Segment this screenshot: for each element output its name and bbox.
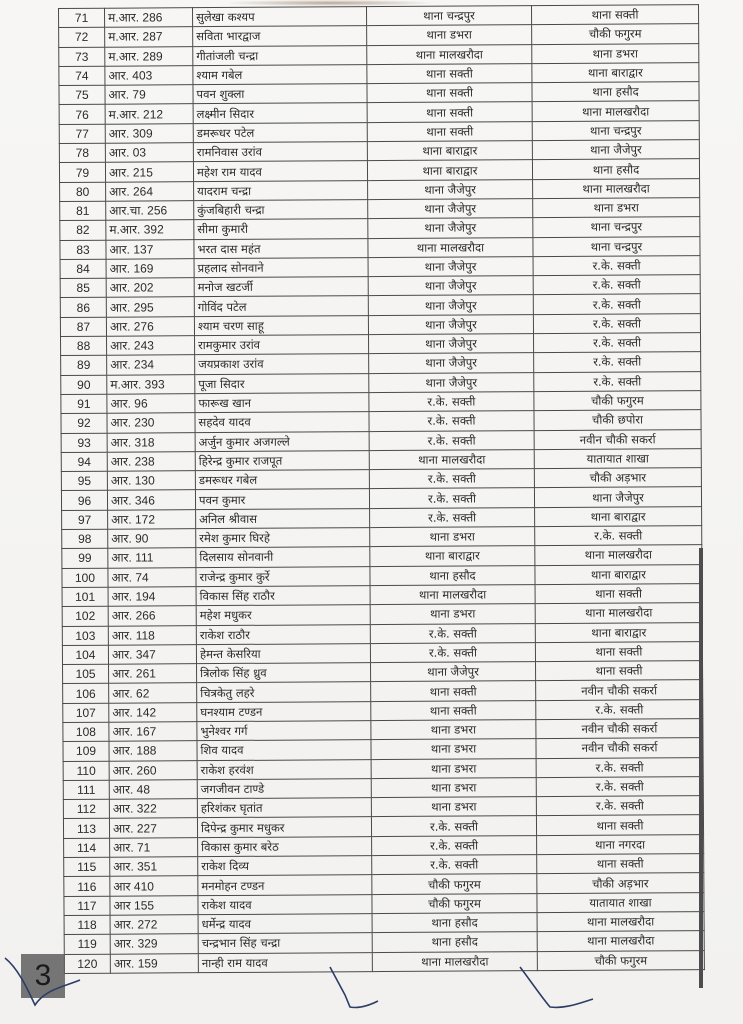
- serial-number-cell: 94: [61, 452, 107, 472]
- to-station-cell: चौकी फगुरम: [532, 24, 699, 44]
- rank-number-cell: आर 410: [110, 876, 198, 896]
- from-station-cell: चौकी फगुरम: [372, 893, 537, 913]
- from-station-cell: र.के. सक्ती: [371, 816, 536, 836]
- to-station-cell: थाना चन्द्रपुर: [533, 217, 700, 237]
- name-cell: दिलसाय सोनवानी: [196, 547, 370, 567]
- name-cell: यादराम चन्द्रा: [194, 180, 368, 200]
- serial-number-cell: 112: [63, 799, 109, 819]
- serial-number-cell: 105: [63, 664, 109, 684]
- name-cell: महेश राम यादव: [193, 161, 367, 181]
- to-station-cell: नवीन चौकी सकर्रा: [534, 429, 701, 449]
- name-cell: राकेश यादव: [198, 894, 372, 914]
- rank-number-cell: आर. 172: [108, 509, 196, 529]
- from-station-cell: थाना सक्ती: [367, 121, 532, 141]
- serial-number-cell: 75: [59, 85, 105, 105]
- serial-number-cell: 92: [61, 413, 107, 433]
- from-station-cell: थाना सक्ती: [371, 700, 536, 720]
- name-cell: त्रिलोक सिंह ध्रुव: [197, 663, 371, 683]
- rank-number-cell: आर. 71: [110, 837, 198, 857]
- to-station-cell: यातायात शाखा: [537, 892, 704, 912]
- name-cell: गोविंद पटेल: [194, 296, 368, 316]
- to-station-cell: र.के. सक्ती: [536, 796, 703, 816]
- serial-number-cell: 97: [62, 510, 108, 530]
- rank-number-cell: आर. 309: [105, 123, 193, 143]
- serial-number-cell: 118: [64, 915, 110, 935]
- serial-number-cell: 117: [64, 896, 110, 916]
- name-cell: जगजीवन टाण्डे: [197, 778, 371, 798]
- serial-number-cell: 100: [62, 568, 108, 588]
- table-body: [59, 5, 705, 974]
- name-cell: मनोज खटर्जी: [194, 277, 368, 297]
- from-station-cell: र.के. सक्ती: [372, 855, 537, 875]
- rank-number-cell: आर. 276: [106, 316, 194, 336]
- from-station-cell: थाना सक्ती: [367, 102, 532, 122]
- serial-number-cell: 89: [61, 356, 107, 376]
- serial-number-cell: 96: [61, 491, 107, 511]
- name-cell: सुलेखा कश्यप: [193, 7, 367, 27]
- from-station-cell: थाना डभरा: [371, 720, 536, 740]
- page-edge-bar: [699, 548, 703, 988]
- rank-number-cell: आर. 234: [107, 355, 195, 375]
- name-cell: सविता भारद्वाज: [193, 26, 367, 46]
- name-cell: भरत दास महंत: [194, 238, 368, 258]
- rank-number-cell: आर. 202: [106, 278, 194, 298]
- to-station-cell: र.के. सक्ती: [534, 352, 701, 372]
- serial-number-cell: 79: [59, 163, 105, 183]
- serial-number-cell: 78: [59, 143, 105, 163]
- rank-number-cell: आर. 227: [109, 818, 197, 838]
- from-station-cell: थाना डभरा: [370, 604, 535, 624]
- name-cell: पवन कुमार: [195, 489, 369, 509]
- serial-number-cell: 80: [60, 182, 106, 202]
- serial-number-cell: 87: [60, 317, 106, 337]
- to-station-cell: र.के. सक्ती: [533, 255, 700, 275]
- name-cell: फारूख खान: [195, 393, 369, 413]
- rank-number-cell: आर. 322: [109, 799, 197, 819]
- serial-number-cell: 76: [59, 105, 105, 125]
- to-station-cell: थाना हसौद: [532, 159, 699, 179]
- from-station-cell: थाना डभरा: [367, 25, 532, 45]
- from-station-cell: थाना जैजेपुर: [368, 218, 533, 238]
- rank-number-cell: आर. 264: [106, 181, 194, 201]
- to-station-cell: र.के. सक्ती: [533, 333, 700, 353]
- table-row: [64, 950, 704, 973]
- rank-number-cell: आर. 159: [110, 953, 198, 973]
- from-station-cell: थाना हसौद: [372, 932, 537, 952]
- name-cell: राजेन्द्र कुमार कुर्रे: [196, 566, 370, 586]
- rank-number-cell: आर. 346: [107, 490, 195, 510]
- to-station-cell: चौकी अड़भार: [534, 468, 701, 488]
- serial-number-cell: 110: [63, 761, 109, 781]
- from-station-cell: थाना मालखरौदा: [372, 951, 537, 971]
- serial-number-cell: 111: [63, 780, 109, 800]
- serial-number-cell: 84: [60, 259, 106, 279]
- serial-number-cell: 113: [63, 819, 109, 839]
- to-station-cell: थाना मालखरौदा: [535, 545, 702, 565]
- to-station-cell: र.के. सक्ती: [535, 526, 702, 546]
- serial-number-cell: 88: [61, 336, 107, 356]
- to-station-cell: थाना सक्ती: [535, 583, 702, 603]
- from-station-cell: थाना डभरा: [371, 777, 536, 797]
- name-cell: लक्ष्मीन सिदार: [193, 103, 367, 123]
- name-cell: चित्रकेतु लहरे: [197, 682, 371, 702]
- to-station-cell: र.के. सक्ती: [534, 371, 701, 391]
- from-station-cell: र.के. सक्ती: [370, 642, 535, 662]
- name-cell: डमरूधर पटेल: [193, 122, 367, 142]
- rank-number-cell: म.आर. 212: [105, 104, 193, 124]
- name-cell: हेमन्त केसरिया: [196, 643, 370, 663]
- rank-number-cell: आर. 03: [105, 143, 193, 163]
- rank-number-cell: आर. 318: [107, 432, 195, 452]
- serial-number-cell: 85: [60, 278, 106, 298]
- name-cell: विकास सिंह राठौर: [196, 586, 370, 606]
- serial-number-cell: 106: [63, 684, 109, 704]
- to-station-cell: थाना सक्ती: [535, 641, 702, 661]
- serial-number-cell: 119: [64, 934, 110, 954]
- serial-number-cell: 101: [62, 587, 108, 607]
- rank-number-cell: आर. 167: [109, 722, 197, 742]
- to-station-cell: थाना चन्द्रपुर: [532, 120, 699, 140]
- to-station-cell: थाना डभरा: [532, 43, 699, 63]
- serial-number-cell: 108: [63, 722, 109, 742]
- rank-number-cell: आर. 272: [110, 915, 198, 935]
- signature-mark-right: [515, 965, 595, 1015]
- serial-number-cell: 115: [64, 857, 110, 877]
- page-number-badge: [21, 954, 65, 998]
- name-cell: गीतांजली चन्द्रा: [193, 45, 367, 65]
- from-station-cell: थाना जैजेपुर: [368, 256, 533, 276]
- rank-number-cell: आर. 96: [107, 394, 195, 414]
- from-station-cell: थाना बाराद्वार: [367, 160, 532, 180]
- rank-number-cell: आर. 329: [110, 934, 198, 954]
- name-cell: भुनेश्वर गर्ग: [197, 721, 371, 741]
- to-station-cell: थाना मालखरौदा: [533, 178, 700, 198]
- transfer-list-table: [58, 4, 705, 974]
- name-cell: राकेश राठौर: [196, 624, 370, 644]
- serial-number-cell: 104: [62, 645, 108, 665]
- rank-number-cell: म.आर. 289: [105, 46, 193, 66]
- name-cell: प्रहलाद सोनवाने: [194, 257, 368, 277]
- name-cell: अनिल श्रीवास: [196, 508, 370, 528]
- name-cell: अर्जुन कुमार अजगल्ले: [195, 431, 369, 451]
- transfer-list-table-wrapper: [58, 4, 704, 974]
- name-cell: शिव यादव: [197, 740, 371, 760]
- from-station-cell: थाना जैजेपुर: [369, 334, 534, 354]
- from-station-cell: र.के. सक्ती: [369, 392, 534, 412]
- from-station-cell: र.के. सक्ती: [372, 835, 537, 855]
- rank-number-cell: आर. 169: [106, 259, 194, 279]
- rank-number-cell: आर. 243: [107, 336, 195, 356]
- serial-number-cell: 73: [59, 47, 105, 67]
- name-cell: पवन शुक्ला: [193, 84, 367, 104]
- from-station-cell: थाना बाराद्वार: [367, 141, 532, 161]
- to-station-cell: नवीन चौकी सकर्रा: [536, 719, 703, 739]
- name-cell: डमरूधर गबेल: [195, 470, 369, 490]
- from-station-cell: र.के. सक्ती: [369, 411, 534, 431]
- from-station-cell: थाना सक्ती: [367, 83, 532, 103]
- from-station-cell: थाना जैजेपुर: [368, 179, 533, 199]
- rank-number-cell: आर. 230: [107, 413, 195, 433]
- to-station-cell: र.के. सक्ती: [536, 776, 703, 796]
- rank-number-cell: आर 155: [110, 895, 198, 915]
- serial-number-cell: 107: [63, 703, 109, 723]
- from-station-cell: थाना मालखरौदा: [370, 585, 535, 605]
- from-station-cell: थाना हसौद: [372, 913, 537, 933]
- serial-number-cell: 99: [62, 549, 108, 569]
- from-station-cell: थाना मालखरौदा: [367, 44, 532, 64]
- to-station-cell: थाना सक्ती: [537, 854, 704, 874]
- rank-number-cell: आर. 194: [108, 587, 196, 607]
- to-station-cell: थाना मालखरौदा: [532, 101, 699, 121]
- serial-number-cell: 120: [64, 954, 110, 974]
- rank-number-cell: म.आर. 393: [107, 374, 195, 394]
- rank-number-cell: आर. 79: [105, 85, 193, 105]
- rank-number-cell: आर. 215: [105, 162, 193, 182]
- to-station-cell: नवीन चौकी सकर्रा: [536, 738, 703, 758]
- rank-number-cell: आर. 238: [107, 451, 195, 471]
- name-cell: विकास कुमार बरेठ: [198, 836, 372, 856]
- rank-number-cell: आर. 260: [109, 760, 197, 780]
- from-station-cell: थाना मालखरौदा: [368, 237, 533, 257]
- from-station-cell: र.के. सक्ती: [370, 507, 535, 527]
- to-station-cell: थाना मालखरौदा: [535, 603, 702, 623]
- from-station-cell: थाना डभरा: [371, 739, 536, 759]
- signature-mark-middle: [320, 965, 380, 1015]
- to-station-cell: चौकी फगुरम: [537, 950, 704, 970]
- name-cell: धर्मेन्द्र यादव: [198, 914, 372, 934]
- serial-number-cell: 95: [61, 471, 107, 491]
- to-station-cell: चौकी अड़भार: [537, 873, 704, 893]
- to-station-cell: थाना जैजेपुर: [534, 487, 701, 507]
- to-station-cell: नवीन चौकी सकर्रा: [536, 680, 703, 700]
- to-station-cell: थाना बाराद्वार: [535, 622, 702, 642]
- name-cell: सहदेव यादव: [195, 412, 369, 432]
- to-station-cell: र.के. सक्ती: [533, 313, 700, 333]
- to-station-cell: थाना सक्ती: [531, 5, 698, 25]
- rank-number-cell: आर. 48: [109, 780, 197, 800]
- from-station-cell: थाना डभरा: [371, 758, 536, 778]
- to-station-cell: थाना नगरदा: [537, 834, 704, 854]
- rank-number-cell: आर. 295: [106, 297, 194, 317]
- to-station-cell: थाना बाराद्वार: [535, 506, 702, 526]
- name-cell: रमेश कुमार घिरहे: [196, 528, 370, 548]
- name-cell: हरिशंकर घृतांत: [197, 798, 371, 818]
- to-station-cell: चौकी छपोरा: [534, 410, 701, 430]
- from-station-cell: र.के. सक्ती: [369, 430, 534, 450]
- rank-number-cell: म.आर. 392: [106, 220, 194, 240]
- rank-number-cell: आर. 351: [110, 857, 198, 877]
- name-cell: सीमा कुमारी: [194, 219, 368, 239]
- from-station-cell: थाना जैजेपुर: [368, 295, 533, 315]
- rank-number-cell: आर. 137: [106, 239, 194, 259]
- name-cell: राकेश दिव्य: [198, 856, 372, 876]
- from-station-cell: थाना चन्द्रपुर: [366, 6, 531, 26]
- serial-number-cell: 77: [59, 124, 105, 144]
- to-station-cell: थाना डभरा: [533, 198, 700, 218]
- serial-number-cell: 93: [61, 433, 107, 453]
- from-station-cell: थाना जैजेपुर: [368, 314, 533, 334]
- name-cell: श्याम गबेल: [193, 65, 367, 85]
- from-station-cell: थाना जैजेपुर: [369, 353, 534, 373]
- rank-number-cell: आर. 188: [109, 741, 197, 761]
- serial-number-cell: 71: [59, 8, 105, 28]
- name-cell: दिपेन्द्र कुमार मधुकर: [197, 817, 371, 837]
- rank-number-cell: आर.चा. 256: [106, 201, 194, 221]
- from-station-cell: थाना मालखरौदा: [369, 449, 534, 469]
- to-station-cell: र.के. सक्ती: [533, 275, 700, 295]
- name-cell: नान्ही राम यादव: [198, 952, 372, 972]
- rank-number-cell: आर. 403: [105, 66, 193, 86]
- to-station-cell: थाना सक्ती: [536, 661, 703, 681]
- to-station-cell: थाना जैजेपुर: [532, 140, 699, 160]
- serial-number-cell: 102: [62, 606, 108, 626]
- page-number: 3: [34, 959, 52, 992]
- rank-number-cell: म.आर. 286: [105, 8, 193, 28]
- serial-number-cell: 81: [60, 201, 106, 221]
- rank-number-cell: आर. 90: [108, 529, 196, 549]
- from-station-cell: थाना हसौद: [370, 565, 535, 585]
- name-cell: श्याम चरण साहू: [194, 315, 368, 335]
- name-cell: महेश मधुकर: [196, 605, 370, 625]
- serial-number-cell: 82: [60, 220, 106, 240]
- to-station-cell: थाना बाराद्वार: [532, 62, 699, 82]
- from-station-cell: थाना सक्ती: [367, 63, 532, 83]
- rank-number-cell: आर. 347: [108, 644, 196, 664]
- from-station-cell: थाना बाराद्वार: [370, 546, 535, 566]
- to-station-cell: यातायात शाखा: [534, 448, 701, 468]
- from-station-cell: थाना डभरा: [370, 527, 535, 547]
- rank-number-cell: आर. 130: [107, 471, 195, 491]
- rank-number-cell: आर. 118: [108, 625, 196, 645]
- to-station-cell: थाना मालखरौदा: [537, 912, 704, 932]
- rank-number-cell: आर. 261: [109, 664, 197, 684]
- rank-number-cell: आर. 142: [109, 702, 197, 722]
- from-station-cell: र.के. सक्ती: [370, 623, 535, 643]
- to-station-cell: थाना चन्द्रपुर: [533, 236, 700, 256]
- serial-number-cell: 90: [61, 375, 107, 395]
- from-station-cell: चौकी फगुरम: [372, 874, 537, 894]
- serial-number-cell: 91: [61, 394, 107, 414]
- from-station-cell: र.के. सक्ती: [369, 488, 534, 508]
- serial-number-cell: 72: [59, 28, 105, 48]
- rank-number-cell: म.आर. 287: [105, 27, 193, 47]
- rank-number-cell: आर. 111: [108, 548, 196, 568]
- name-cell: रामनिवास उरांव: [193, 142, 367, 162]
- from-station-cell: थाना सक्ती: [371, 681, 536, 701]
- to-station-cell: र.के. सक्ती: [533, 294, 700, 314]
- name-cell: हिरेन्द्र कुमार राजपूत: [195, 450, 369, 470]
- name-cell: मनमोहन टण्डन: [198, 875, 372, 895]
- from-station-cell: थाना डभरा: [371, 797, 536, 817]
- from-station-cell: थाना जैजेपुर: [369, 372, 534, 392]
- from-station-cell: थाना जैजेपुर: [368, 199, 533, 219]
- to-station-cell: र.के. सक्ती: [536, 699, 703, 719]
- to-station-cell: थाना हसौद: [532, 82, 699, 102]
- to-station-cell: र.के. सक्ती: [536, 757, 703, 777]
- from-station-cell: थाना जैजेपुर: [371, 662, 536, 682]
- serial-number-cell: 114: [64, 838, 110, 858]
- serial-number-cell: 86: [60, 298, 106, 318]
- name-cell: पूजा सिदार: [195, 373, 369, 393]
- rank-number-cell: आर. 74: [108, 567, 196, 587]
- name-cell: राकेश हरवंश: [197, 759, 371, 779]
- name-cell: कुंजबिहारी चन्द्रा: [194, 200, 368, 220]
- rank-number-cell: आर. 266: [108, 606, 196, 626]
- to-station-cell: थाना मालखरौदा: [537, 931, 704, 951]
- name-cell: चन्द्रभान सिंह चन्द्रा: [198, 933, 372, 953]
- to-station-cell: थाना सक्ती: [536, 815, 703, 835]
- serial-number-cell: 116: [64, 877, 110, 897]
- serial-number-cell: 74: [59, 66, 105, 86]
- serial-number-cell: 103: [62, 626, 108, 646]
- name-cell: रामकुमार उरांव: [195, 335, 369, 355]
- name-cell: घनश्याम टण्डन: [197, 701, 371, 721]
- to-station-cell: चौकी फगुरम: [534, 391, 701, 411]
- serial-number-cell: 83: [60, 240, 106, 260]
- rank-number-cell: आर. 62: [109, 683, 197, 703]
- from-station-cell: र.के. सक्ती: [369, 469, 534, 489]
- name-cell: जयप्रकाश उरांव: [195, 354, 369, 374]
- to-station-cell: थाना बाराद्वार: [535, 564, 702, 584]
- serial-number-cell: 109: [63, 741, 109, 761]
- serial-number-cell: 98: [62, 529, 108, 549]
- from-station-cell: थाना जैजेपुर: [368, 276, 533, 296]
